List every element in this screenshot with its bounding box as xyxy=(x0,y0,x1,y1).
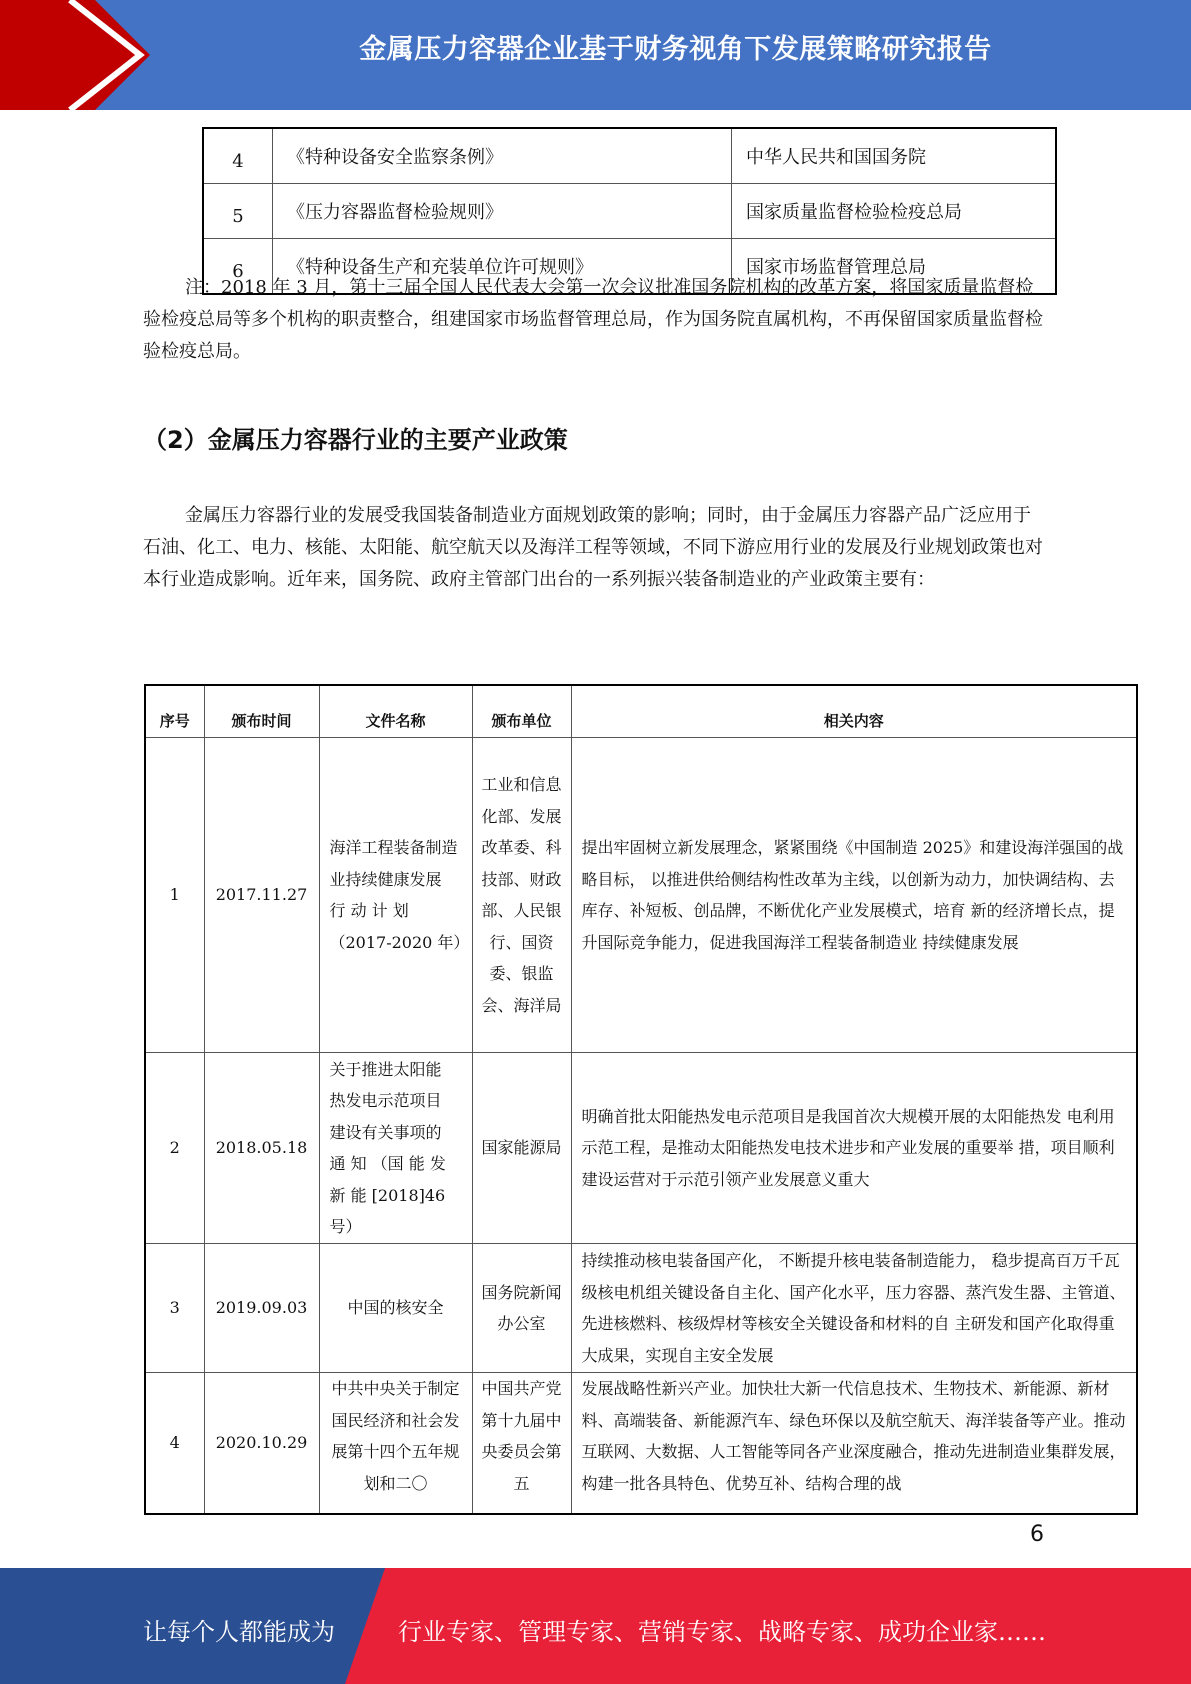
report-title: 金属压力容器企业基于财务视角下发展策略研究报告 xyxy=(359,34,992,65)
column-header: 颁布单位 xyxy=(472,685,571,738)
issuing-unit: 工业和信息化部、发展改革委、科技部、财政部、人民银行、国资委、银监会、海洋局 xyxy=(472,738,571,1053)
row-number: 4 xyxy=(145,1373,204,1515)
regulation-name: 《压力容器监督检验规则》 xyxy=(273,184,732,239)
document-name: 中国的核安全 xyxy=(319,1244,472,1373)
policy-table xyxy=(144,684,1138,1515)
issuing-unit: 中国共产党第十九届中央委员会第五 xyxy=(472,1373,571,1515)
column-header: 颁布时间 xyxy=(204,685,319,738)
related-content: 持续推动核电装备国产化， 不断提升核电装备制造能力， 稳步提高百万千瓦级核电机组关键设备自主化、国产化水平，压力容器、蒸汽发生器、主管道、先进核燃料、核级焊材等核安全关键设备和材料的自 主研发和国产化取得重大成果，实现自主安全发展 xyxy=(571,1244,1137,1373)
issuing-unit: 国家能源局 xyxy=(472,1053,571,1244)
issue-date: 2018.05.18 xyxy=(204,1053,319,1244)
law-table xyxy=(202,127,1057,295)
row-number: 2 xyxy=(145,1053,204,1244)
related-content: 发展战略性新兴产业。加快壮大新一代信息技术、生物技术、新能源、新材料、高端装备、新能源汽车、绿色环保以及航空航天、海洋装备等产业。推动互联网、大数据、人工智能等同各产业深度融合，推动先进制造业集群发展，构建一批各具特色、优势互补、结构合理的战 xyxy=(571,1373,1137,1515)
table-row xyxy=(145,1373,1137,1515)
table-row xyxy=(145,1244,1137,1373)
table-row xyxy=(203,128,1056,184)
regulation-name: 《特种设备安全监察条例》 xyxy=(273,128,732,184)
row-number: 6 xyxy=(203,239,273,295)
table-row xyxy=(145,1053,1137,1244)
document-name: 中共中央关于制定国民经济和社会发展第十四个五年规划和二〇 xyxy=(319,1373,472,1515)
page-header xyxy=(0,0,1191,110)
column-header: 序号 xyxy=(145,685,204,738)
issuing-unit: 国务院新闻办公室 xyxy=(472,1244,571,1373)
intro-paragraph: 金属压力容器行业的发展受我国装备制造业方面规划政策的影响；同时，由于金属压力容器产品广泛应用于石油、化工、电力、核能、太阳能、航空航天以及海洋工程等领域，不同下游应用行业的发展及行业规划政策也对本行业造成影响。近年来，国务院、政府主管部门出台的一系列振兴装备制造业的产业政策主要有： xyxy=(143,505,1043,590)
row-number: 3 xyxy=(145,1244,204,1373)
page-footer xyxy=(0,1568,1191,1684)
footer-slogan-left: 让每个人都能成为 xyxy=(143,1618,335,1646)
regulation-issuer: 国家市场监督管理总局 xyxy=(732,239,1057,295)
issue-date: 2017.11.27 xyxy=(204,738,319,1053)
issue-date: 2019.09.03 xyxy=(204,1244,319,1373)
column-header: 文件名称 xyxy=(319,685,472,738)
header-chevron-icon xyxy=(0,0,160,110)
document-name: 关于推进太阳能 热发电示范项目 建设有关事项的 通 知 （国 能 发 新 能 [2018]46 号） xyxy=(319,1053,472,1244)
table-row xyxy=(203,184,1056,239)
table-row xyxy=(145,738,1137,1053)
section-heading: （2）金属压力容器行业的主要产业政策 xyxy=(143,426,568,454)
column-header: 相关内容 xyxy=(571,685,1137,738)
issue-date: 2020.10.29 xyxy=(204,1373,319,1515)
row-number: 5 xyxy=(203,184,273,239)
row-number: 4 xyxy=(203,128,273,184)
regulation-issuer: 中华人民共和国国务院 xyxy=(732,128,1057,184)
table-header-row xyxy=(145,685,1137,738)
related-content: 提出牢固树立新发展理念，紧紧围绕《中国制造 2025》和建设海洋强国的战略目标， 以推进供给侧结构性改革为主线，以创新为动力，加快调结构、去库存、补短板、创品牌，不断优化产业发展模式，培育 新的经济增长点，提升国际竞争能力，促进我国海洋工程装备制造业 持续健康发展 xyxy=(571,738,1137,1053)
regulation-issuer: 国家质量监督检验检疫总局 xyxy=(732,184,1057,239)
note-paragraph: 注：2018 年 3 月，第十三届全国人民代表大会第一次会议批准国务院机构的改革方案，将国家质量监督检验检疫总局等多个机构的职责整合，组建国家市场监督管理总局，作为国务院直属机构，不再保留国家质量监督检验检疫总局。 xyxy=(143,277,1043,362)
regulation-name: 《特种设备生产和充装单位许可规则》 xyxy=(273,239,732,295)
related-content: 明确首批太阳能热发电示范项目是我国首次大规模开展的太阳能热发 电利用示范工程，是推动太阳能热发电技术进步和产业发展的重要举 措，项目顺利建设运营对于示范引领产业发展意义重大 xyxy=(571,1053,1137,1244)
row-number: 1 xyxy=(145,738,204,1053)
page-number: 6 xyxy=(1030,1522,1044,1547)
footer-slogan-right: 行业专家、管理专家、营销专家、战略专家、成功企业家…… xyxy=(398,1618,1046,1646)
document-name: 海洋工程装备制造业持续健康发展 行 动 计 划 （2017-2020 年） xyxy=(319,738,472,1053)
